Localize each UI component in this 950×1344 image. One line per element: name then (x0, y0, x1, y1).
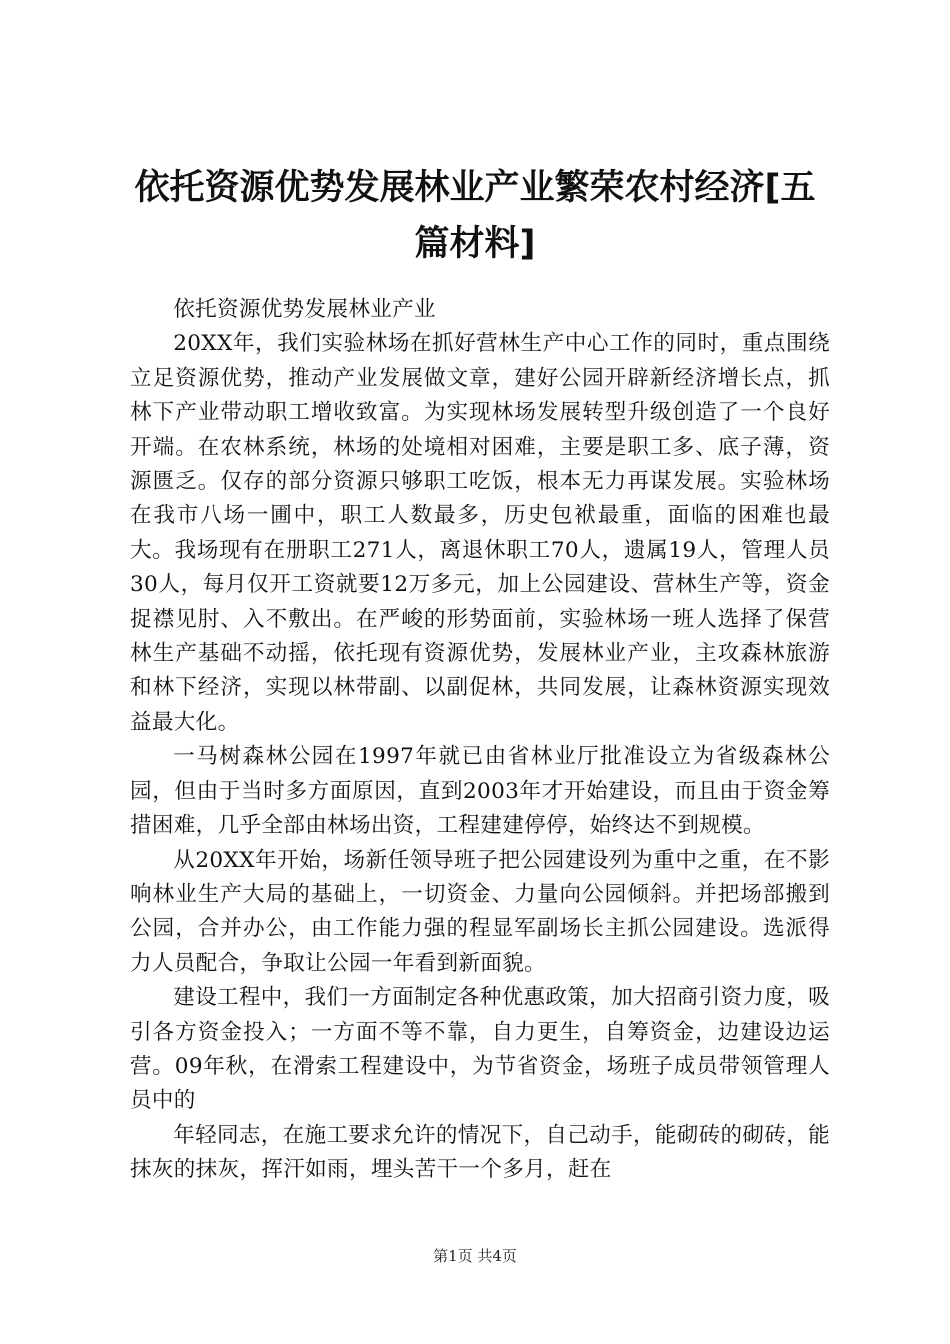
paragraph: 年轻同志，在施工要求允许的情况下，自己动手，能砌砖的砌砖，能抹灰的抹灰，挥汗如雨，埋头苦干一个多月，赶在 (130, 1122, 831, 1183)
paragraph: 建设工程中，我们一方面制定各种优惠政策，加大招商引资力度，吸引各方资金投入；一方面不等不靠，自力更生，自筹资金，边建设边运营。09年秋，在滑索工程建设中，为节省资金，场班子成员带领管理人员中的 (130, 985, 831, 1114)
document-body (130, 293, 830, 1188)
page-number-footer: 第1页 共4页 (433, 1247, 517, 1265)
paragraph: 从20XX年开始，场新任领导班子把公园建设列为重中之重，在不影响林业生产大局的基础上，一切资金、力量向公园倾斜。并把场部搬到公园，合并办公，由工作能力强的程显军副场长主抓公园建设。选派得力人员配合，争取让公园一年看到新面貌。 (130, 847, 830, 976)
paragraph: 一马树森林公园在1997年就已由省林业厅批准设立为省级森林公园，但由于当时多方面原因，直到2003年才开始建设，而且由于资金筹措困难，几乎全部由林场出资，工程建建停停，始终达不到规模。 (130, 744, 830, 839)
document-title: 依托资源优势发展林业产业繁荣农村经济[五篇材料] (134, 168, 816, 264)
paragraph: 20XX年，我们实验林场在抓好营林生产中心工作的同时，重点围绕立足资源优势，推动产业发展做文章，建好公园开辟新经济增长点，抓林下产业带动职工增收致富。为实现林场发展转型升级创造了一个良好开端。在农林系统，林场的处境相对困难，主要是职工多、底子薄，资源匮乏。仅存的部分资源只够职工吃饭，根本无力再谋发展。实验林场在我市八场一圃中，职工人数最多，历史包袱最重，面临的困难也最大。我场现有在册职工271人，离退休职工70人，遗属19人，管理人员30人，每月仅开工资就要12万多元，加上公园建设、营林生产等，资金捉襟见肘、入不敷出。在严峻的形势面前，实验林场一班人选择了保营林生产基础不动摇，依托现有资源优势，发展林业产业，主攻森林旅游和林下经济，实现以林带副、以副促林，共同发展，让森林资源实现效益最大化。 (130, 331, 830, 735)
paragraph: 依托资源优势发展林业产业 (173, 297, 436, 322)
